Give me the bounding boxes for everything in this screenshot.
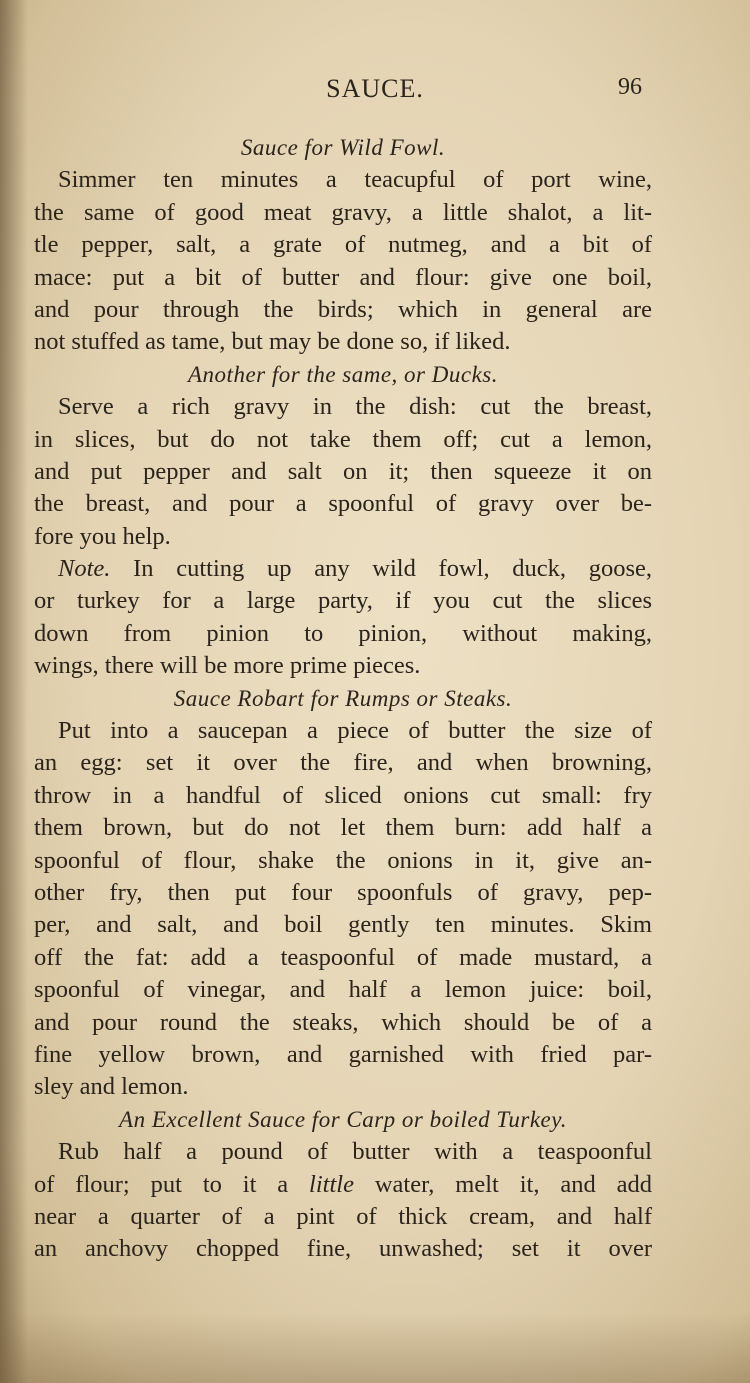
recipe-wild-fowl-sauce: [34, 132, 652, 359]
text-line: tle pepper, salt, a grate of nutmeg, and a bit of: [34, 231, 652, 259]
recipe-heading: An Excellent Sauce for Carp or boiled Turkey.: [119, 1106, 567, 1132]
text-line: fore you help.: [34, 522, 171, 550]
note-label: Note.: [58, 555, 111, 583]
text-line: and put pepper and salt on it; then squeeze it on: [34, 457, 652, 485]
text-line: mace: put a bit of butter and flour: give one boil,: [34, 263, 652, 291]
text-line: fine yellow brown, and garnished with fried par-: [34, 1040, 652, 1068]
text-line: and pour round the steaks, which should be of a: [34, 1008, 652, 1036]
note-line: [34, 553, 652, 585]
text-line: down from pinion to pinion, without making,: [34, 619, 652, 647]
text-line: [34, 1169, 652, 1201]
text-line: the breast, and pour a spoonful of gravy over be-: [34, 490, 652, 518]
gutter-shadow: [0, 0, 28, 1383]
text-line: not stuffed as tame, but may be done so, if liked.: [34, 328, 511, 356]
recipe-heading: Sauce for Wild Fowl.: [240, 135, 446, 160]
emphasis-word: little: [309, 1170, 354, 1198]
text-fragment: water, melt it, and add: [353, 1170, 652, 1198]
text-fragment: of flour; put to it a: [34, 1170, 310, 1198]
text-line: and pour through the birds; which in general are: [34, 295, 652, 323]
text-line: them brown, but do not let them burn: add half a: [34, 814, 652, 842]
text-line: throw in a handful of sliced onions cut small: fry: [34, 781, 652, 809]
text-line: per, and salt, and boil gently ten minutes. Skim: [34, 911, 652, 939]
text-line: an egg: set it over the fire, and when browning,: [34, 749, 652, 777]
text-line: in slices, but do not take them off; cut a lemon,: [34, 425, 652, 453]
text-line: wings, there will be more prime pieces.: [34, 652, 421, 680]
note-text: In cutting up any wild fowl, duck, goose,: [133, 555, 653, 583]
recipe-carp-turkey-sauce: [34, 1104, 652, 1266]
recipe-heading: Sauce Robart for Rumps or Steaks.: [173, 685, 513, 711]
text-line: other fry, then put four spoonfuls of gravy, pep-: [34, 878, 652, 906]
page-body: [34, 132, 652, 1266]
text-line: off the fat: add a teaspoonful of made mustard, a: [34, 943, 652, 971]
text-line: sley and lemon.: [34, 1073, 189, 1101]
text-line: near a quarter of a pint of thick cream, and half: [34, 1202, 652, 1230]
text-line: or turkey for a large party, if you cut the slices: [34, 587, 652, 615]
text-line: Put into a saucepan a piece of butter the size of: [58, 717, 652, 745]
page-number: 96: [618, 74, 642, 100]
text-line: the same of good meat gravy, a little shalot, a lit-: [34, 198, 652, 226]
recipe-heading: Another for the same, or Ducks.: [188, 361, 498, 387]
bottom-shadow: [0, 1313, 750, 1383]
text-line: Rub half a pound of butter with a teaspoonful: [58, 1138, 652, 1166]
text-line: Serve a rich gravy in the dish: cut the breast,: [58, 393, 652, 421]
running-head: SAUCE.: [326, 74, 424, 103]
page-header: [0, 74, 750, 110]
text-line: spoonful of vinegar, and half a lemon juice: boil,: [34, 976, 652, 1004]
recipe-sauce-robart: [34, 683, 652, 1104]
text-line: Simmer ten minutes a teacupful of port wine,: [58, 166, 652, 194]
recipe-ducks-sauce: [34, 359, 652, 683]
text-line: an anchovy chopped fine, unwashed; set it over: [34, 1235, 652, 1263]
text-line: spoonful of flour, shake the onions in it, give an-: [34, 846, 652, 874]
